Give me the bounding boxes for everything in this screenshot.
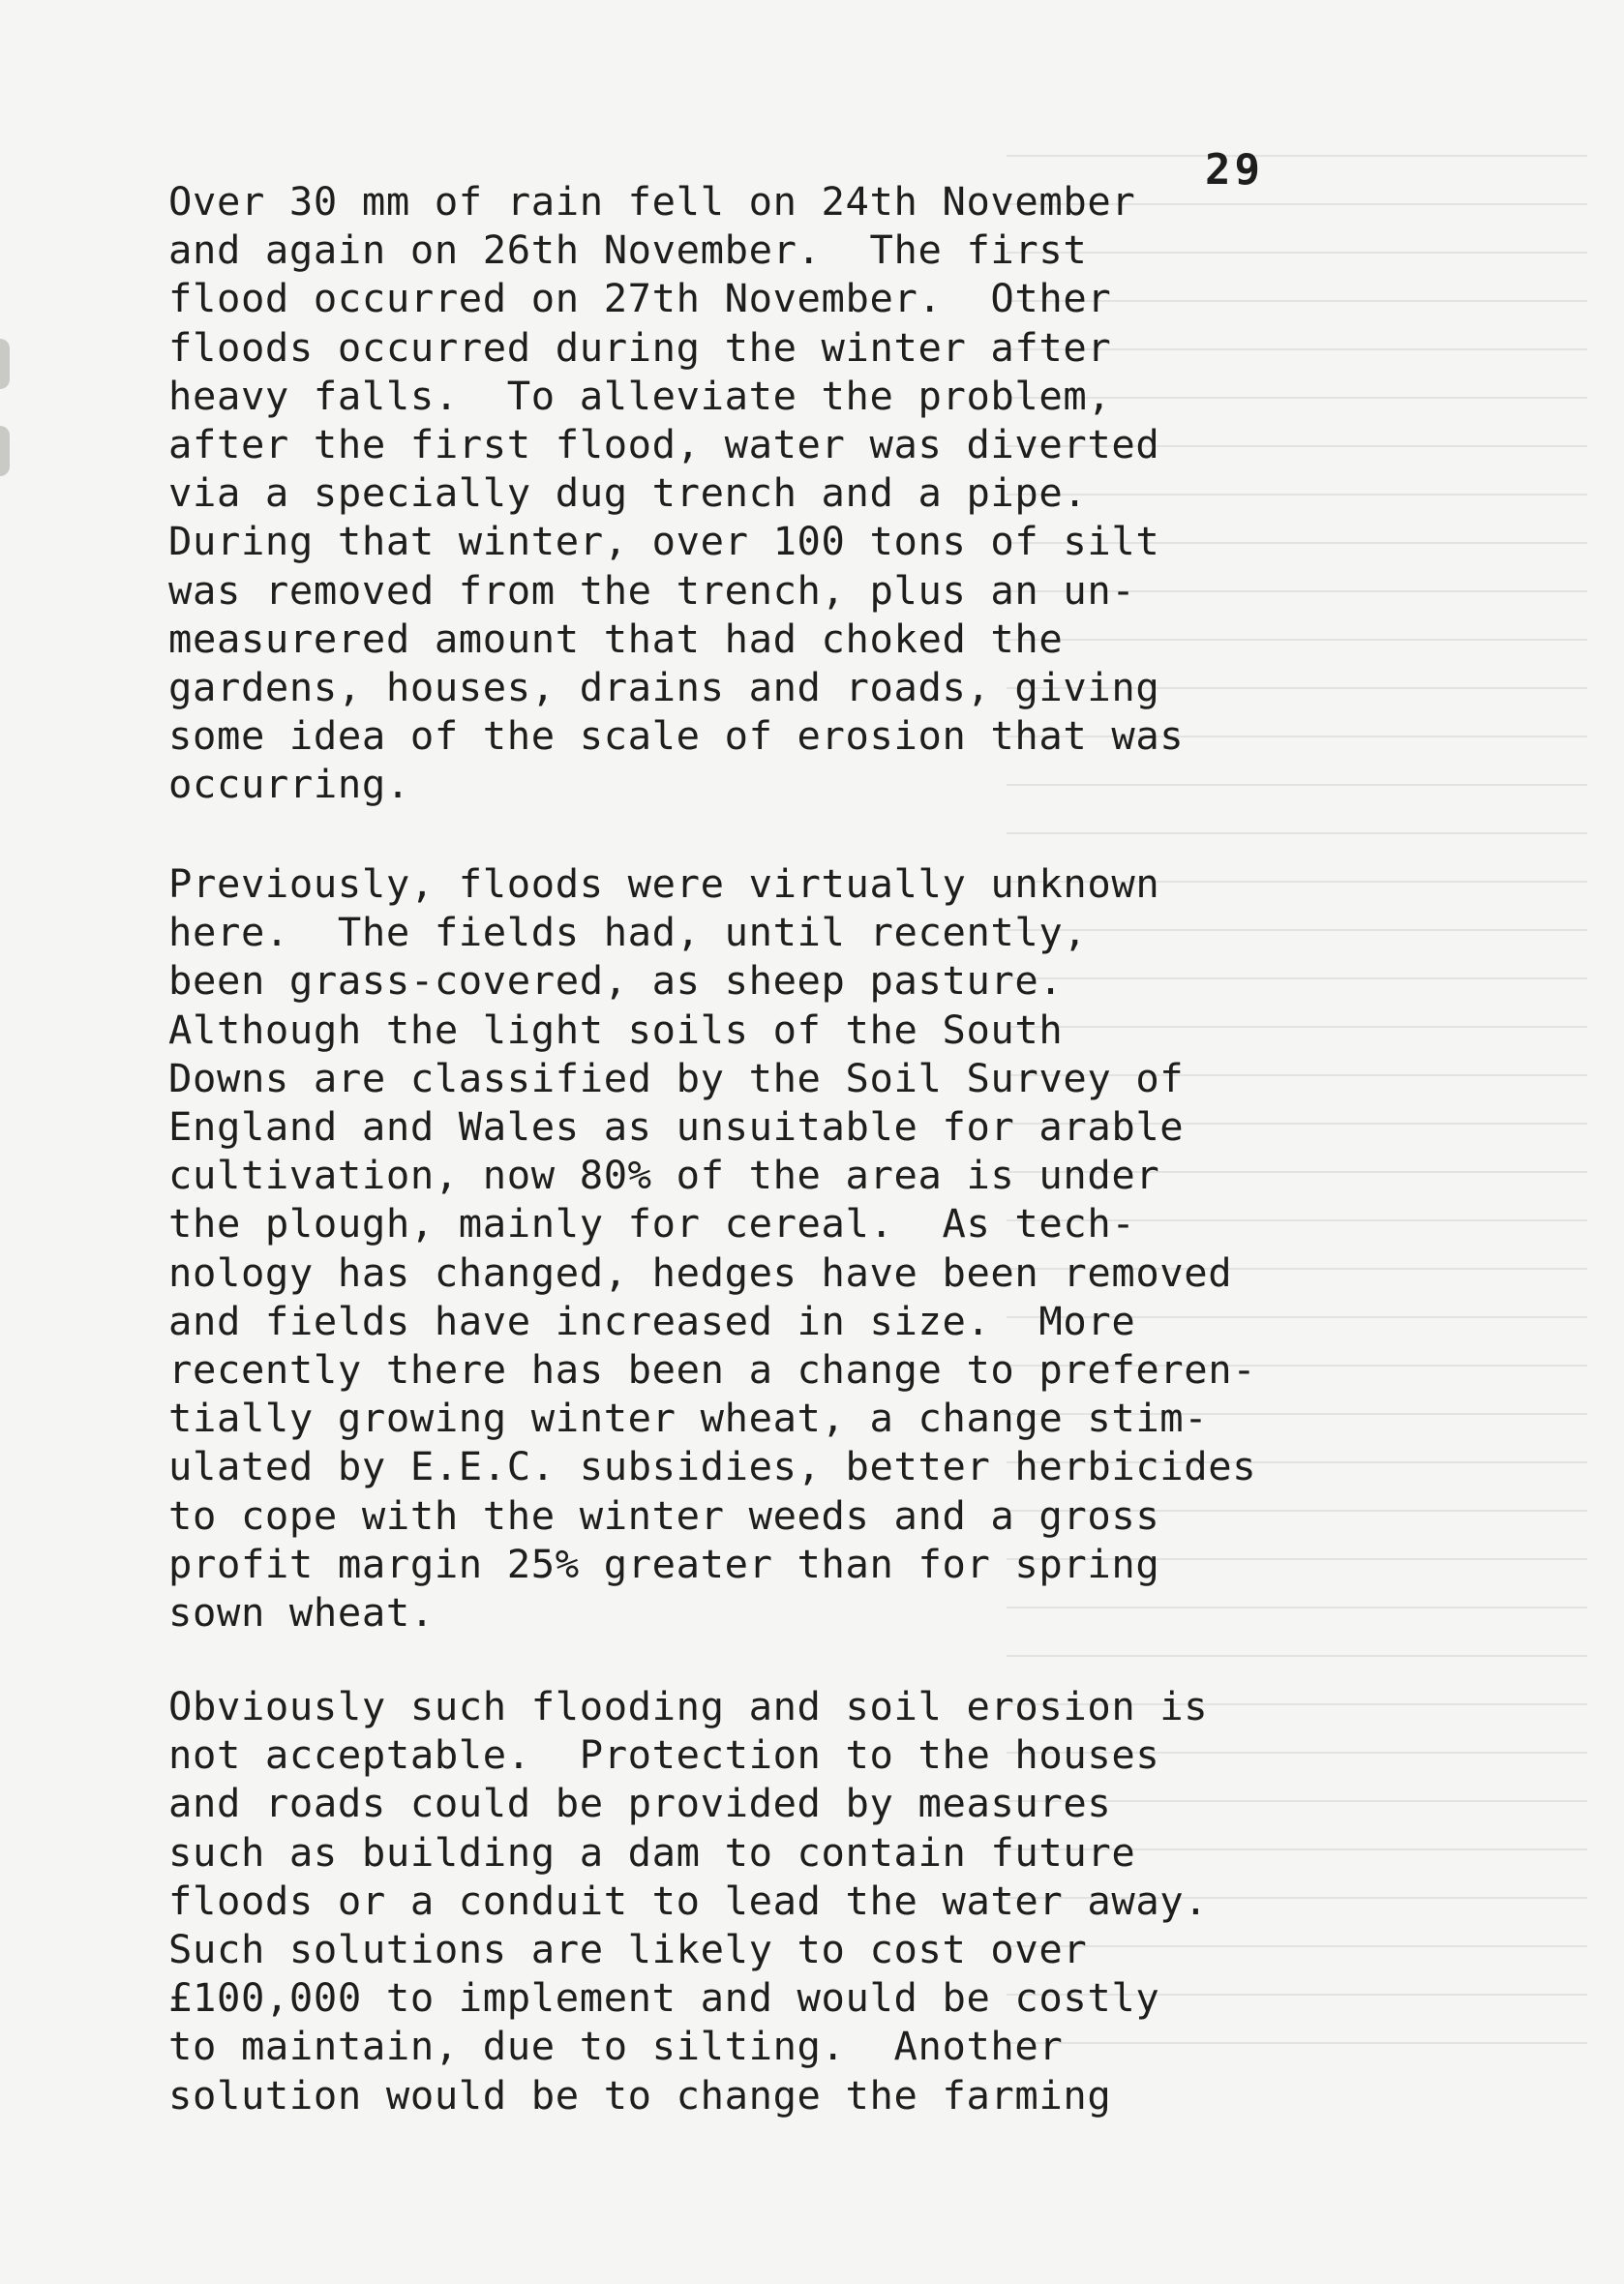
binder-hole-mark <box>0 339 10 389</box>
binder-hole-mark <box>0 426 10 476</box>
paragraph-solutions: Obviously such flooding and soil erosion is not acceptable. Protection to the houses and roads could be provided by measures such as building a dam to contain future floods or a conduit to lead the water away. Such solutions are likely to cost over £100,000 to implement and would be costly to maintain, due to silting. Another solution would be to change the farming <box>168 1683 1209 2119</box>
paragraph-land-use-change: Previously, floods were virtually unknown here. The fields had, until recently, been grass-covered, as sheep pasture. Although the light soils of the South Downs are classified by the Soil Survey of England and Wales as unsuitable for arable cultivation, now 80% of the area is under the plough, mainly for cereal. As tech- nology has changed, hedges have been removed and fields have increased in size. More recently there has been a change to preferen- tially growing winter wheat, a change stim- ulated by E.E.C. subsidies, better herbicides to cope with the winter weeds and a gross profit margin 25% greater than for spring sown wheat. <box>168 860 1257 1637</box>
paragraph-rainfall-flooding: Over 30 mm of rain fell on 24th November and again on 26th November. The first flood occurred on 27th November. Other floods occurred during the winter after heavy falls. To alleviate the problem, after the first flood, water was diverted via a specially dug trench and a pipe. During that winter, over 100 tons of silt was removed from the trench, plus an un- measurered amount that had choked the gardens, houses, drains and roads, giving some idea of the scale of erosion that was occurring. <box>168 178 1185 808</box>
page-number: 29 <box>1205 145 1264 195</box>
